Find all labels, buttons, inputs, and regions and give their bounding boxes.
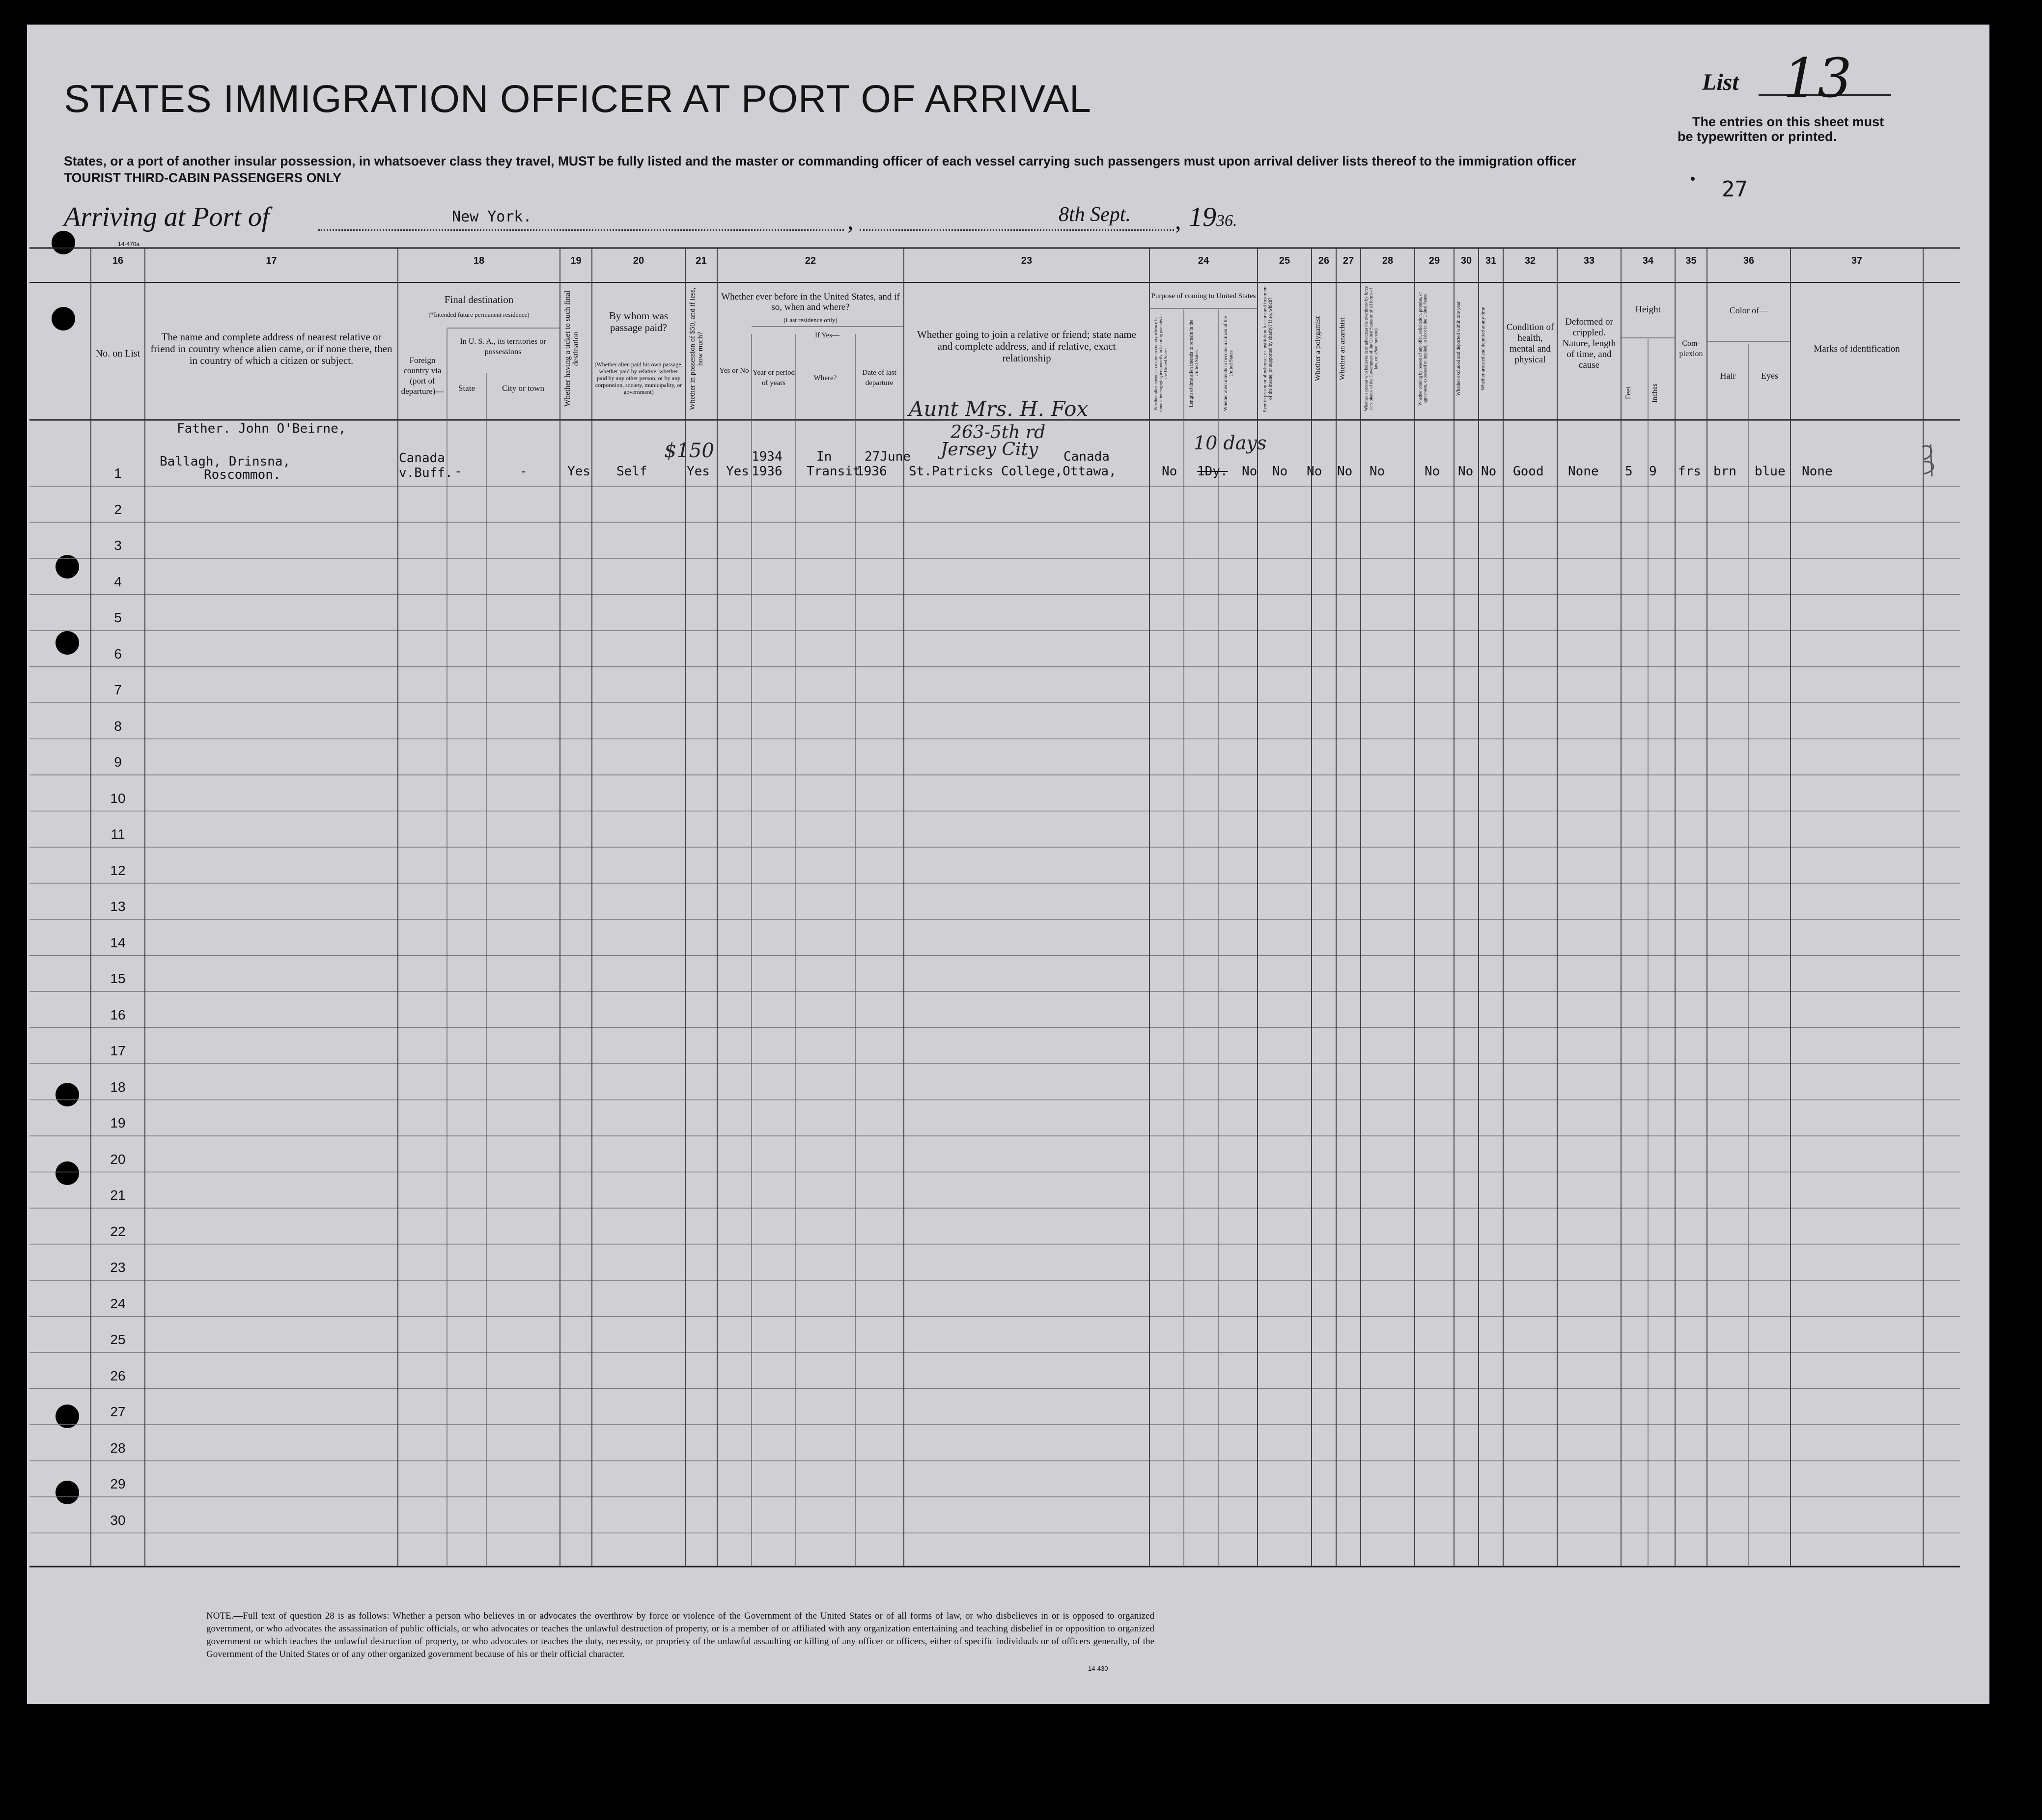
prison-answer: No — [1272, 464, 1288, 479]
col-num-21: 21 — [696, 255, 707, 266]
relative-address-line1: Ballagh, Drinsna, — [160, 454, 291, 469]
footnote-form-code: 14-430 — [1088, 1665, 1108, 1672]
header-no-on-list: No. on List — [95, 348, 140, 359]
row-number: 11 — [111, 827, 125, 842]
row-number: 28 — [110, 1440, 126, 1456]
row-number: 3 — [114, 538, 122, 553]
col-num-20: 20 — [633, 255, 644, 266]
col-num-28: 28 — [1382, 255, 1394, 266]
length-of-stay-handwritten: 10 days — [1194, 432, 1267, 454]
row-number: 30 — [110, 1512, 126, 1528]
header-height-feet: Feet — [1624, 386, 1632, 399]
header-passage-paid-sub: (Whether alien paid his own passage, whether paid by relative, whether paid by any other person, or by any corporation, society, municipality, or government) — [594, 361, 683, 395]
intends-return: No — [1162, 464, 1177, 479]
typewritten-note-line1: The entries on this sheet must — [1692, 114, 1884, 129]
header-where: Where? — [813, 374, 837, 382]
row-number: 25 — [110, 1332, 126, 1347]
row-number: 16 — [110, 1007, 126, 1022]
header-purpose-return: Whether alien intends to return to country whence he came after engaging temporarily in laboring pursuits in the United States — [1153, 314, 1168, 413]
row-number: 1 — [114, 466, 122, 481]
excluded-answer: No — [1458, 464, 1474, 479]
row-number: 24 — [110, 1296, 126, 1311]
row-number: 15 — [110, 971, 126, 986]
row-number: 4 — [114, 574, 122, 589]
anarchist-answer: No — [1337, 464, 1353, 479]
destination-city: - — [520, 464, 528, 479]
header-final-destination-sub: (*Intended future permanent residence) — [428, 310, 530, 318]
header-arrested: Whether arrested and deported at any time — [1481, 307, 1486, 390]
col-num-35: 35 — [1685, 255, 1697, 266]
header-excluded: Whether excluded and deported within one year — [1456, 301, 1461, 396]
typewritten-note-line2: be typewritten or printed. — [1678, 129, 1837, 144]
row-number: 27 — [110, 1404, 126, 1419]
overthrow-answer: No — [1370, 464, 1385, 479]
header-last-departure: Date of last departure — [862, 369, 896, 387]
polygamist-answer: No — [1307, 464, 1322, 479]
header-marks: Marks of identification — [1814, 343, 1900, 354]
col-num-16: 16 — [112, 255, 124, 266]
col-num-17: 17 — [266, 255, 277, 266]
footnote: NOTE.—Full text of question 28 is as follows: Whether a person who believes in or advocates the overthrow by force or violence of the Government of the United States or of all forms of law, or who disbelieves in or is opposed to organized government, or who advocates the assassination of public officials, or who advocates or teaches the unlawful destruction of property, or is a member of or affiliated with any organization entertaining and teaching disbelief in or opposition to organized government or which teaches the unlawful destruction of property, or who advocates or teaches the duty, necessity, or propriety of the unlawful assaulting or killing of any officer or officers, either of specific individuals or of officers generally, of the Government of the United States or of any other organized government because of his or their official character. — [206, 1611, 1154, 1659]
header-height-inches: Inches — [1651, 383, 1659, 403]
form-code: 14-470a — [118, 241, 140, 248]
hair-color: brn — [1713, 464, 1736, 479]
join-address-handwritten: 263-5th rd — [951, 422, 1046, 442]
header-purpose: Purpose of coming to United States — [1151, 292, 1256, 300]
length-of-stay-struck: 1Dy. — [1197, 464, 1228, 479]
header-if-yes: If Yes— — [814, 331, 839, 339]
header-overthrow: Whether a person who believes in or advocates the overthrow by force or violence of the Government of the United States or of all forms of law, etc. (See footnote) — [1364, 286, 1378, 412]
health-answer: Good — [1513, 464, 1544, 479]
join-typed-address: St.Patricks College,Ottawa, — [909, 464, 1117, 479]
header-labor-offer: Whether coming by reason of any offer, solicitation, promise, or agreement, expressed or implied, to labor in the United States — [1418, 292, 1427, 406]
eye-color: blue — [1755, 464, 1786, 479]
join-city-handwritten: Jersey City — [941, 440, 1038, 460]
header-purpose-citizen: Whether alien intends to become a citizen of the United States — [1223, 316, 1234, 411]
header-state: State — [458, 383, 475, 393]
header-relative-address: The name and complete address of nearest relative or friend in country whence alien came, or if none there, then in country of which a citizen or subject. — [150, 331, 392, 366]
col-num-22: 22 — [805, 255, 816, 266]
header-health: Condition of health, mental and physical — [1506, 322, 1554, 365]
col-num-26: 26 — [1318, 255, 1330, 266]
row-number: 13 — [110, 899, 126, 914]
intends-citizen: No — [1242, 464, 1258, 479]
relative-address-line2: Roscommon. — [204, 468, 281, 482]
year-line1: 1934 — [752, 449, 783, 464]
header-prison: Ever in prison or almshouse, or institution for care and treatment of the insane, or supported by charity? If so, which? — [1262, 285, 1273, 413]
row-number: 26 — [110, 1368, 126, 1383]
row-number: 22 — [110, 1223, 126, 1239]
fifty-dollar-amount: $150 — [664, 440, 714, 462]
header-hair: Hair — [1720, 370, 1736, 381]
row-number: 6 — [114, 646, 122, 662]
col-num-36: 36 — [1743, 255, 1755, 266]
header-usa: In U. S. A., its territories or possessions — [460, 337, 546, 356]
last-departure-line2: 1936 — [856, 464, 887, 479]
col-num-37: 37 — [1851, 255, 1863, 266]
header-yes-no: Yes or No — [719, 366, 749, 375]
ticket-answer: Yes — [567, 464, 590, 479]
relative-name: Father. John O'Beirne, — [177, 421, 346, 436]
complexion: frs — [1678, 464, 1701, 479]
join-name-handwritten: Aunt Mrs. H. Fox — [909, 397, 1089, 421]
list-label: List — [1702, 69, 1739, 95]
col-num-23: 23 — [1021, 255, 1033, 266]
last-departure-line1: 27June — [865, 449, 911, 464]
comma: , — [1175, 207, 1181, 234]
header-height: Height — [1635, 304, 1661, 315]
deformed-answer: None — [1568, 464, 1599, 479]
col-num-30: 30 — [1460, 255, 1472, 266]
arrival-year: 1936. — [1189, 202, 1237, 232]
header-city: City or town — [502, 383, 544, 393]
via-port: v.Buff. — [399, 466, 453, 480]
row-number: 20 — [110, 1151, 126, 1167]
row-number: 17 — [110, 1043, 126, 1058]
header-join-relative: Whether going to join a relative or friend; state name and complete address, and if relative, exact relationship — [917, 329, 1137, 364]
row-number: 7 — [114, 682, 122, 697]
row-number: 23 — [110, 1260, 126, 1275]
col-num-24: 24 — [1198, 255, 1209, 266]
identification-marks: None — [1802, 464, 1833, 479]
col-num-34: 34 — [1642, 255, 1654, 266]
tick-mark: • — [1690, 170, 1696, 188]
intro-text: States, or a port of another insular possession, in whatsoever class they travel, MUST be fully listed and the master or commanding officer of each vessel carrying such passengers must upon arrival deliver lists thereof to the immigration officer — [64, 154, 1577, 168]
foreign-country: Canada — [399, 451, 445, 466]
passage-paid-by: Self — [616, 464, 647, 479]
margin-annotation-icon — [1918, 442, 1943, 481]
arrested-answer: No — [1481, 464, 1497, 479]
join-country: Canada — [1063, 449, 1110, 464]
height-inches: 9 — [1649, 464, 1657, 479]
header-eyes: Eyes — [1761, 370, 1778, 381]
col-num-31: 31 — [1485, 255, 1497, 266]
col-num-29: 29 — [1428, 255, 1440, 266]
col-num-18: 18 — [473, 255, 485, 266]
passenger-class: TOURIST THIRD-CABIN PASSENGERS ONLY — [64, 170, 341, 185]
col-num-27: 27 — [1343, 255, 1354, 266]
header-year: Year or period of years — [753, 369, 795, 387]
destination-state: - — [454, 464, 462, 479]
header-final-destination: Final destination — [444, 293, 514, 305]
header-deformed: Deformed or crippled. Nature, length of time, and cause — [1562, 317, 1616, 370]
header-color: Color of— — [1729, 305, 1768, 315]
header-ever-in-us: Whether ever before in the United States, and if so, when and where? — [721, 292, 900, 312]
col-num-32: 32 — [1524, 255, 1536, 266]
row-number: 14 — [110, 935, 126, 950]
arrival-date: 8th Sept. — [1059, 203, 1131, 226]
arrival-port: New York. — [452, 208, 532, 225]
row-number: 12 — [110, 862, 126, 878]
page-title: STATES IMMIGRATION OFFICER AT PORT OF ARRIVAL — [64, 77, 1091, 120]
header-anarchist: Whether an anarchist — [1339, 317, 1346, 380]
header-polygamist: Whether a polygamist — [1314, 316, 1322, 382]
header-foreign-country: Foreign country via (port of departure)— — [401, 356, 444, 396]
where-line2: Transit — [807, 464, 861, 479]
row-number: 19 — [110, 1115, 126, 1131]
year-line2: 1936 — [752, 464, 783, 479]
col-num-25: 25 — [1279, 255, 1290, 266]
labor-offer-answer: No — [1425, 464, 1440, 479]
where-line1: In — [816, 449, 832, 464]
comma: , — [847, 207, 854, 234]
header-ticket: Whether having a ticket to such final destination — [563, 290, 580, 407]
header-passage-paid: By whom was passage paid? — [609, 310, 669, 333]
header-ever-in-us-sub: (Last residence only) — [783, 316, 838, 324]
row-number: 9 — [114, 754, 122, 770]
list-number: 13 — [1783, 47, 1852, 110]
height-feet: 5 — [1625, 464, 1633, 479]
row-number: 8 — [114, 718, 122, 734]
arriving-label: Arriving at Port of — [64, 202, 270, 232]
row-number: 21 — [110, 1187, 126, 1203]
been-before: Yes — [726, 464, 749, 479]
row-number: 18 — [110, 1079, 126, 1095]
sheet-number: 27 — [1722, 177, 1748, 202]
col-num-33: 33 — [1583, 255, 1595, 266]
fifty-dollar-answer: Yes — [687, 464, 710, 479]
row-number: 10 — [110, 790, 126, 806]
row-number: 5 — [114, 610, 122, 625]
row-number: 29 — [110, 1476, 126, 1491]
header-fifty-dollars: Whether in possession of $50, and if less, how much? — [689, 287, 704, 410]
header-complexion: Com-plexion — [1679, 339, 1703, 358]
col-num-19: 19 — [570, 255, 582, 266]
header-purpose-length: Length of time alien intends to remain in the United States — [1189, 319, 1200, 408]
row-number: 2 — [114, 501, 122, 517]
